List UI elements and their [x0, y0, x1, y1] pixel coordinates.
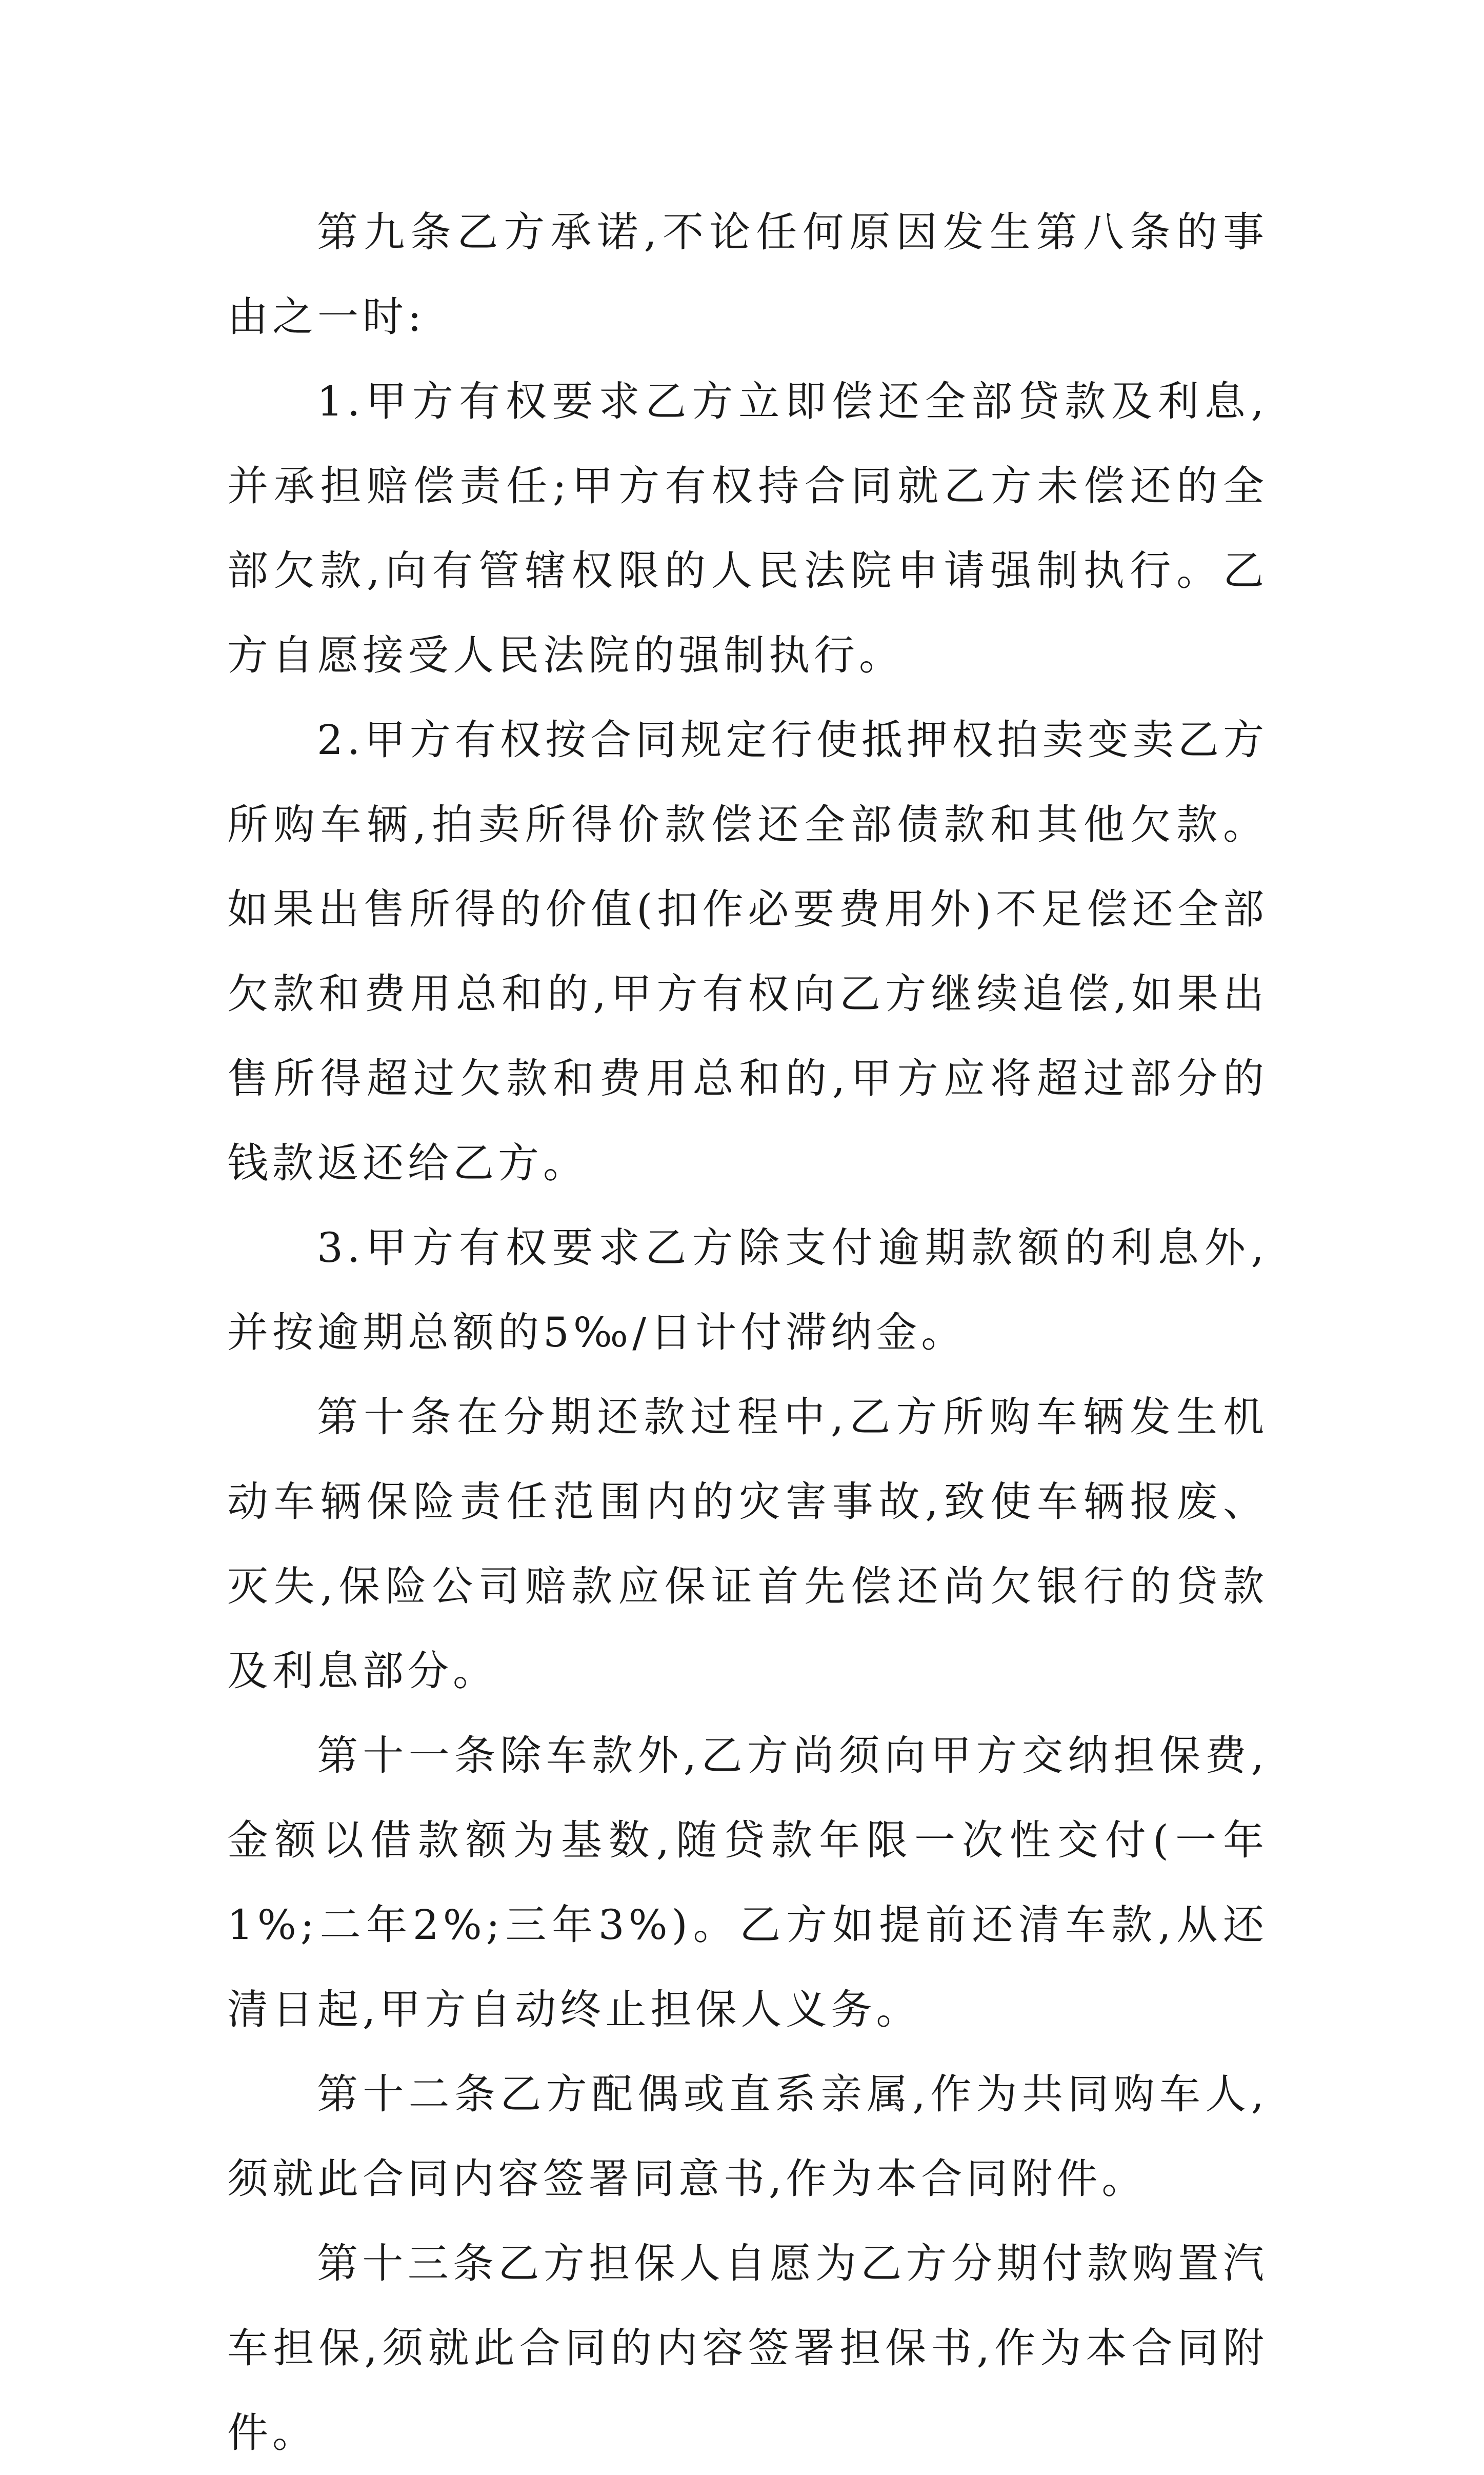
paragraph-article-10: 第十条在分期还款过程中,乙方所购车辆发生机动车辆保险责任范围内的灾害事故,致使车辆报废、灭失,保险公司赔款应保证首先偿还尚欠银行的贷款及利息部分。	[227, 1393, 1268, 1695]
paragraph-article-12: 第十二条乙方配偶或直系亲属,作为共同购车人,须就此合同内容签署同意书,作为本合同附件。	[227, 2070, 1268, 2203]
paragraph-clause-1: 1.甲方有权要求乙方立即偿还全部贷款及利息,并承担赔偿责任;甲方有权持合同就乙方未偿还的全部欠款,向有管辖权限的人民法院申请强制执行。乙方自愿接受人民法院的强制执行。	[227, 378, 1268, 679]
document-body	[227, 190, 1268, 2475]
paragraph-article-13: 第十三条乙方担保人自愿为乙方分期付款购置汽车担保,须就此合同的内容签署担保书,作为本合同附件。	[227, 2240, 1268, 2457]
paragraph-clause-2: 2.甲方有权按合同规定行使抵押权拍卖变卖乙方所购车辆,拍卖所得价款偿还全部债款和其他欠款。如果出售所得的价值(扣作必要费用外)不足偿还全部欠款和费用总和的,甲方有权向乙方继续追偿,如果出售所得超过欠款和费用总和的,甲方应将超过部分的钱款返还给乙方。	[227, 716, 1268, 1187]
paragraph-article-11: 第十一条除车款外,乙方尚须向甲方交纳担保费,金额以借款额为基数,随贷款年限一次性交付(一年1%;二年2%;三年3%)。乙方如提前还清车款,从还清日起,甲方自动终止担保人义务。	[227, 1732, 1268, 2033]
paragraph-article-9: 第九条乙方承诺,不论任何原因发生第八条的事由之一时:	[227, 208, 1268, 341]
paragraph-clause-3: 3.甲方有权要求乙方除支付逾期款额的利息外,并按逾期总额的5‰/日计付滞纳金。	[227, 1224, 1268, 1356]
